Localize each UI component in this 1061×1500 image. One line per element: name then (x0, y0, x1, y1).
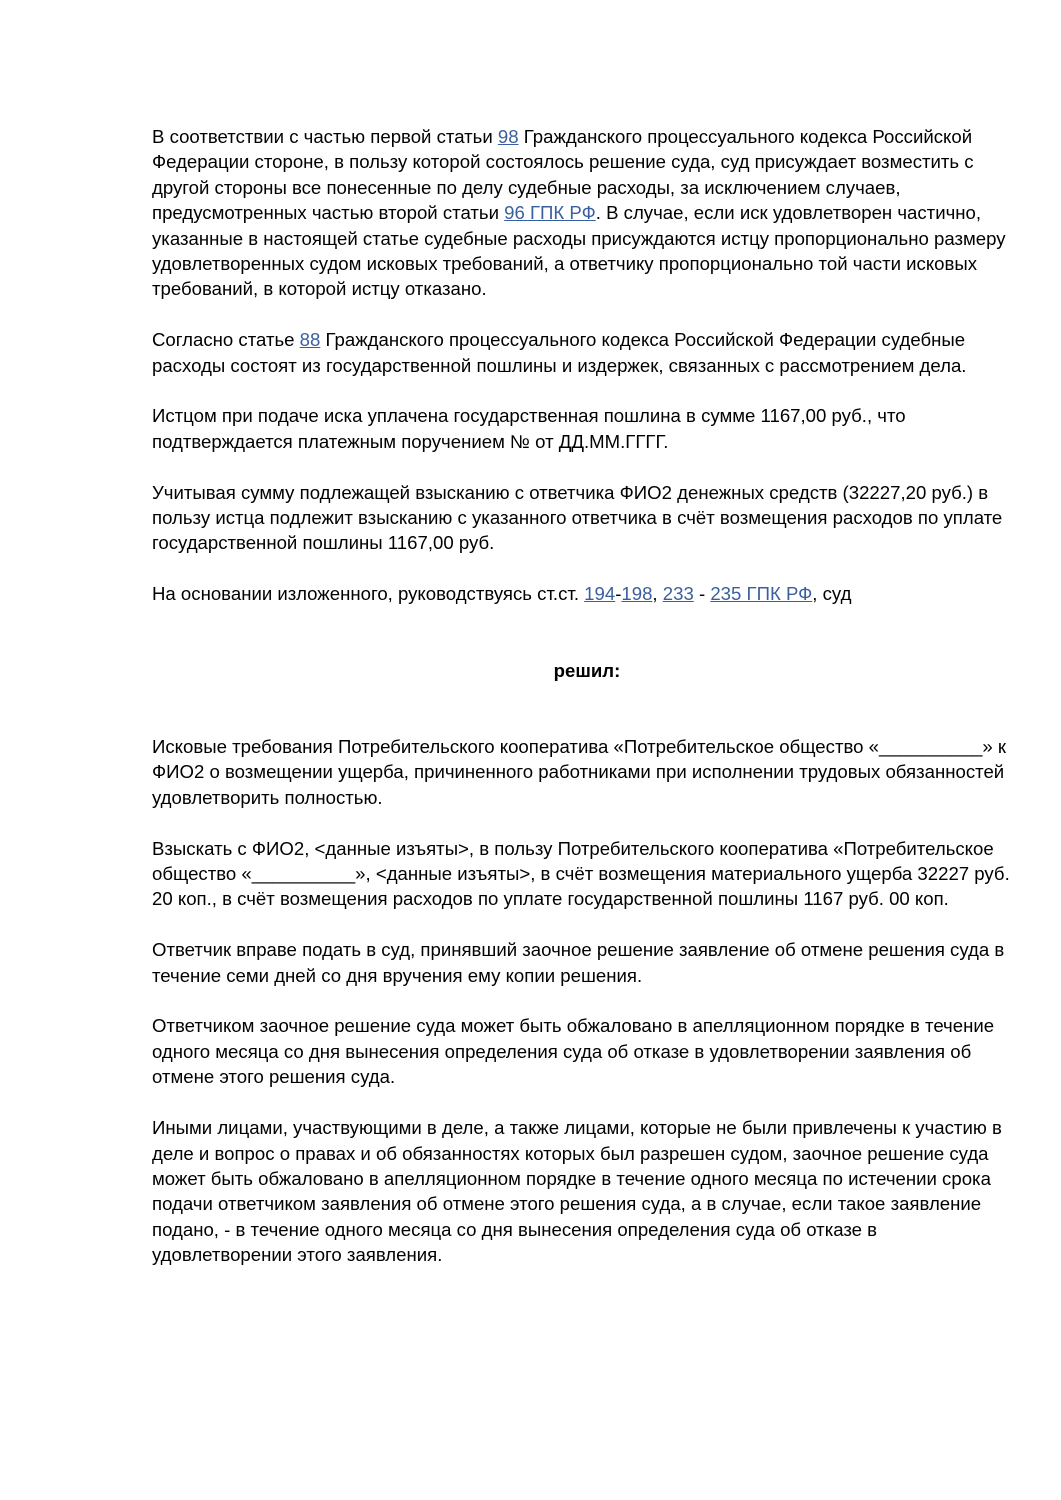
link-article-88[interactable]: 88 (299, 329, 321, 351)
document-page (152, 124, 1022, 1268)
decision-heading: решил: (553, 659, 621, 681)
paragraph-article-88 (152, 327, 1022, 378)
text: Согласно статье (152, 329, 300, 351)
paragraph-recover-amount: Взыскать с ФИО2, <данные изъяты>, в пользу Потребительского кооператива «Потребительское общество «__________», <данные изъяты>, в счёт возмещения материального ущерба 32227 руб. 20 коп., в счёт возмещения расходов по уплате государственной пошлины 1167 руб. 00 коп. (152, 837, 1010, 910)
text: Гражданского процессуального кодекса Российской Федерации стороне, в пользу которой состоялось решение суда, суд присуждает возместить с другой стороны все понесенные по делу судебные расходы, за исключением случаев, предусмотренных частью второй статьи (152, 126, 974, 224)
link-article-98[interactable]: 98 (497, 126, 519, 147)
link-article-235-gpk[interactable]: 235 ГПК РФ (710, 583, 813, 605)
paragraph-sum-recovery: Учитывая сумму подлежащей взысканию с ответчика ФИО2 денежных средств (32227,20 руб.) в пользу истца подлежит взысканию с указанного ответчика в счёт возмещения расходов по уплате государственной пошлины 1167,00 руб. (152, 481, 1003, 554)
paragraph-defendant-right: Ответчик вправе подать в суд, принявший заочное решение заявление об отмене решения суда в течение семи дней со дня вручения ему копии решения. (152, 939, 1005, 986)
text: , (652, 583, 663, 605)
text: - (615, 583, 622, 605)
paragraph-appeal-defendant: Ответчиком заочное решение суда может быть обжаловано в апелляционном порядке в течение одного месяца со дня вынесения определения суда об отказе в удовлетворении заявления об отмене этого решения суда. (152, 1015, 995, 1088)
paragraph-legal-basis (152, 581, 1022, 606)
text: - (693, 583, 711, 605)
link-article-96-gpk[interactable]: 96 ГПК РФ (504, 202, 596, 224)
text: , суд (812, 583, 852, 605)
paragraph-state-duty: Истцом при подаче иска уплачена государственная пошлина в сумме 1167,00 руб., что подтверждается платежным поручением № от ДД.ММ.ГГГГ. (152, 405, 906, 452)
paragraph-appeal-others: Иными лицами, участвующими в деле, а также лицами, которые не были привлечены к участию в деле и вопрос о правах и об обязанностях которых был разрешен судом, заочное решение суда может быть обжаловано в апелляционном порядке в течение одного месяца по истечении срока подачи ответчиком заявления об отмене этого решения суда, а в случае, если такое заявление подано, - в течение одного месяца со дня вынесения определения суда об отказе в удовлетворении этого заявления. (152, 1117, 1002, 1266)
paragraph-claims-satisfied: Исковые требования Потребительского кооператива «Потребительское общество «__________» к ФИО2 о возмещении ущерба, причиненного работниками при исполнении трудовых обязанностей удовлетворить полностью. (152, 736, 1007, 808)
text: В соответствии с частью первой статьи (152, 126, 498, 147)
paragraph-costs-article-98 (152, 124, 1022, 302)
link-article-198[interactable]: 198 (621, 583, 653, 605)
text: . В случае, если иск удовлетворен частично, указанные в настоящей статье судебные расходы присуждаются истцу пропорционально размеру удовлетворенных судом исковых требований, а ответчику пропорционально той части исковых требований, в которой истцу отказано. (152, 202, 1006, 300)
text: На основании изложенного, руководствуясь ст.ст. (152, 583, 585, 605)
link-article-233[interactable]: 233 (662, 583, 694, 605)
text: Гражданского процессуального кодекса Российской Федерации судебные расходы состоят из государственной пошлины и издержек, связанных с рассмотрением дела. (152, 329, 967, 376)
link-article-194[interactable]: 194 (584, 583, 616, 605)
